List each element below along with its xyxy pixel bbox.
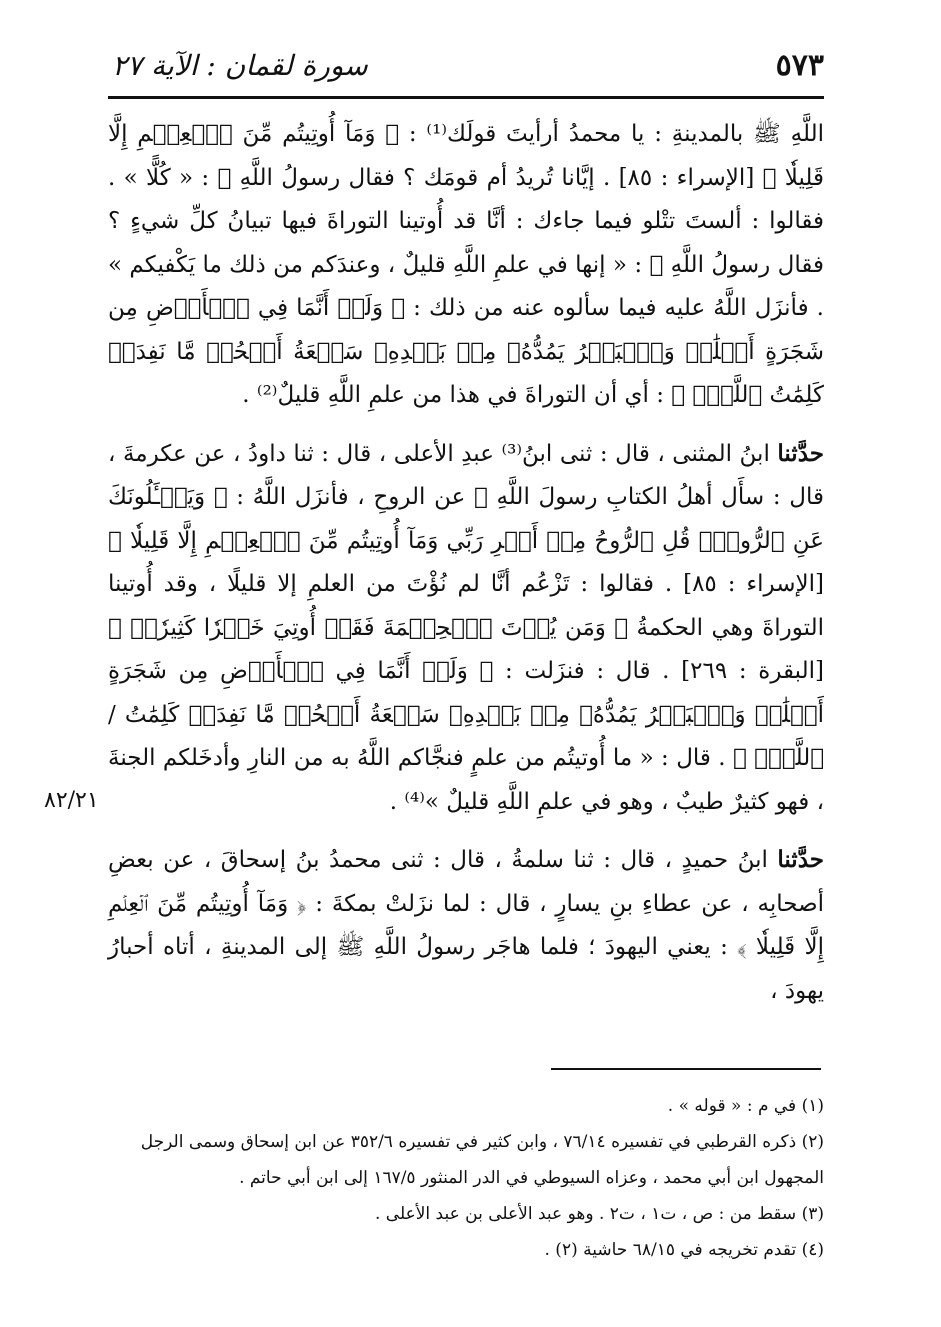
margin-reference: ٨٢/٢١ [44, 788, 99, 813]
header-rule [108, 96, 824, 99]
paragraph-lead: حدَّثنا [777, 846, 824, 873]
footnote-2: (٢) ذكره القرطبي في تفسيره ٧٦/١٤ ، وابن كثير في تفسيره ٣٥٢/٦ عن ابن إسحاق وسمى الرجل المجهول ابن أبي محمد ، وعزاه السيوطي في الدر المنثور ١٦٧/٥ إلى ابن أبي حاتم . [140, 1132, 824, 1188]
footnote-3: (٣) سقط من : ص ، ت١ ، ت٢ . وهو عبد الأعلى بن عبد الأعلى . [374, 1204, 824, 1224]
paragraph-3 [108, 838, 824, 1013]
footnote-rule [551, 1068, 821, 1070]
paragraph-2 [108, 432, 824, 825]
paragraph-body: ابنُ المثنى ، قال : ثنى ابنُ⁽³⁾ عبدِ الأعلى ، قال : ثنا داودُ ، عن عكرمةَ ، قال : سأَل أهلُ الكتابِ رسولَ اللَّهِ ﷺ عن الروحِ ، فأنزَل اللَّهُ : ﴿ وَيَسۡـَٔلُونَكَ عَنِ ٱلرُّوحِۖ قُلِ ٱلرُّوحُ مِنۡ أَمۡرِ رَبِّي وَمَآ أُوتِيتُم مِّنَ ٱلۡعِلۡمِ إِلَّا قَلِيلٗا ﴾ [الإسراء : ٨٥] . فقالوا : تَزْعُم أنَّا لم نُؤْتَ من العلمِ إلا قليلًا ، وقد أُوتينا التوراةَ وهي الحكمةُ ﴿ وَمَن يُؤۡتَ ٱلۡحِكۡمَةَ فَقَدۡ أُوتِيَ خَيۡرٗا كَثِيرٗاۗ ﴾ [البقرة : ٢٦٩] . قال : فنزَلت : ﴿ وَلَوۡ أَنَّمَا فِي ٱلۡأَرۡضِ مِن شَجَرَةٍ أَقۡلَٰمٞ وَٱلۡبَحۡرُ يَمُدُّهُۥ مِنۢ بَعۡدِهِۦ سَبۡعَةُ أَبۡحُرٖ مَّا نَفِدَتۡ كَلِمَٰتُ / ٱللَّهِۚ ﴾ . قال : « ما أُوتيتُم من علمٍ فنجَّاكم اللَّهُ به من النارِ وأدخَلكم الجنةَ ، فهو كثيرٌ طيبٌ ، وهو في علمِ اللَّهِ قليلٌ »⁽⁴⁾ . [108, 440, 824, 815]
main-text [108, 112, 824, 1021]
paragraph-body: اللَّهِ ﷺ بالمدينةِ : يا محمدُ أرأيتَ قولَك⁽¹⁾ : ﴿ وَمَآ أُوتِيتُم مِّنَ ٱلۡعِلۡمِ إِلَّا قَلِيلٗا ﴾ [الإسراء : ٨٥] . إيَّانا تُريدُ أم قومَك ؟ فقال رسولُ اللَّهِ ﷺ : « كُلًّا » . فقالوا : ألستَ تتْلو فيما جاءك : أنَّا قد أُوتينا التوراةَ فيها تبيانُ كلِّ شيءٍ ؟ فقال رسولُ اللَّهِ ﷺ : « إنها في علمِ اللَّهِ قليلٌ ، وعندَكم من ذلك ما يَكْفيكم » . فأنزَل اللَّهُ عليه فيما سألوه عنه من ذلك : ﴿ وَلَوۡ أَنَّمَا فِي ٱلۡأَرۡضِ مِن شَجَرَةٍ أَقۡلَٰمٞ وَٱلۡبَحۡرُ يَمُدُّهُۥ مِنۢ بَعۡدِهِۦ سَبۡعَةُ أَبۡحُرٖ مَّا نَفِدَتۡ كَلِمَٰتُ ٱللَّهِۚ ﴾ : أي أن التوراةَ في هذا من علمِ اللَّهِ قليلٌ⁽²⁾ . [108, 121, 824, 408]
page-header [112, 40, 824, 90]
footnote-4: (٤) تقدم تخريجه في ٦٨/١٥ حاشية (٢) . [544, 1240, 824, 1260]
paragraph-lead: حدَّثنا [777, 439, 824, 467]
paragraph-1 [108, 112, 824, 418]
page-number: ٥٧٣ [775, 47, 824, 83]
paragraph-body: ابنُ حميدٍ ، قال : ثنا سلمةُ ، قال : ثنى محمدُ بنُ إسحاقَ ، عن بعضِ أصحابِه ، عن عطاءِ بنِ يسارٍ ، قال : لما نزَلتْ بمكةَ : ﴿ وَمَآ أُوتِيتُم مِّنَ ٱلۡعِلۡمِ إِلَّا قَلِيلٗا ﴾ : يعني اليهودَ ؛ فلما هاجَر رسولُ اللَّهِ ﷺ إلى المدينةِ ، أتاه أحبارُ يهودَ ، [108, 847, 824, 1004]
footnotes [108, 1088, 824, 1268]
footnote-1: (١) في م : « قوله » . [667, 1096, 824, 1116]
running-title: سورة لقمان : الآية ٢٧ [112, 48, 368, 82]
